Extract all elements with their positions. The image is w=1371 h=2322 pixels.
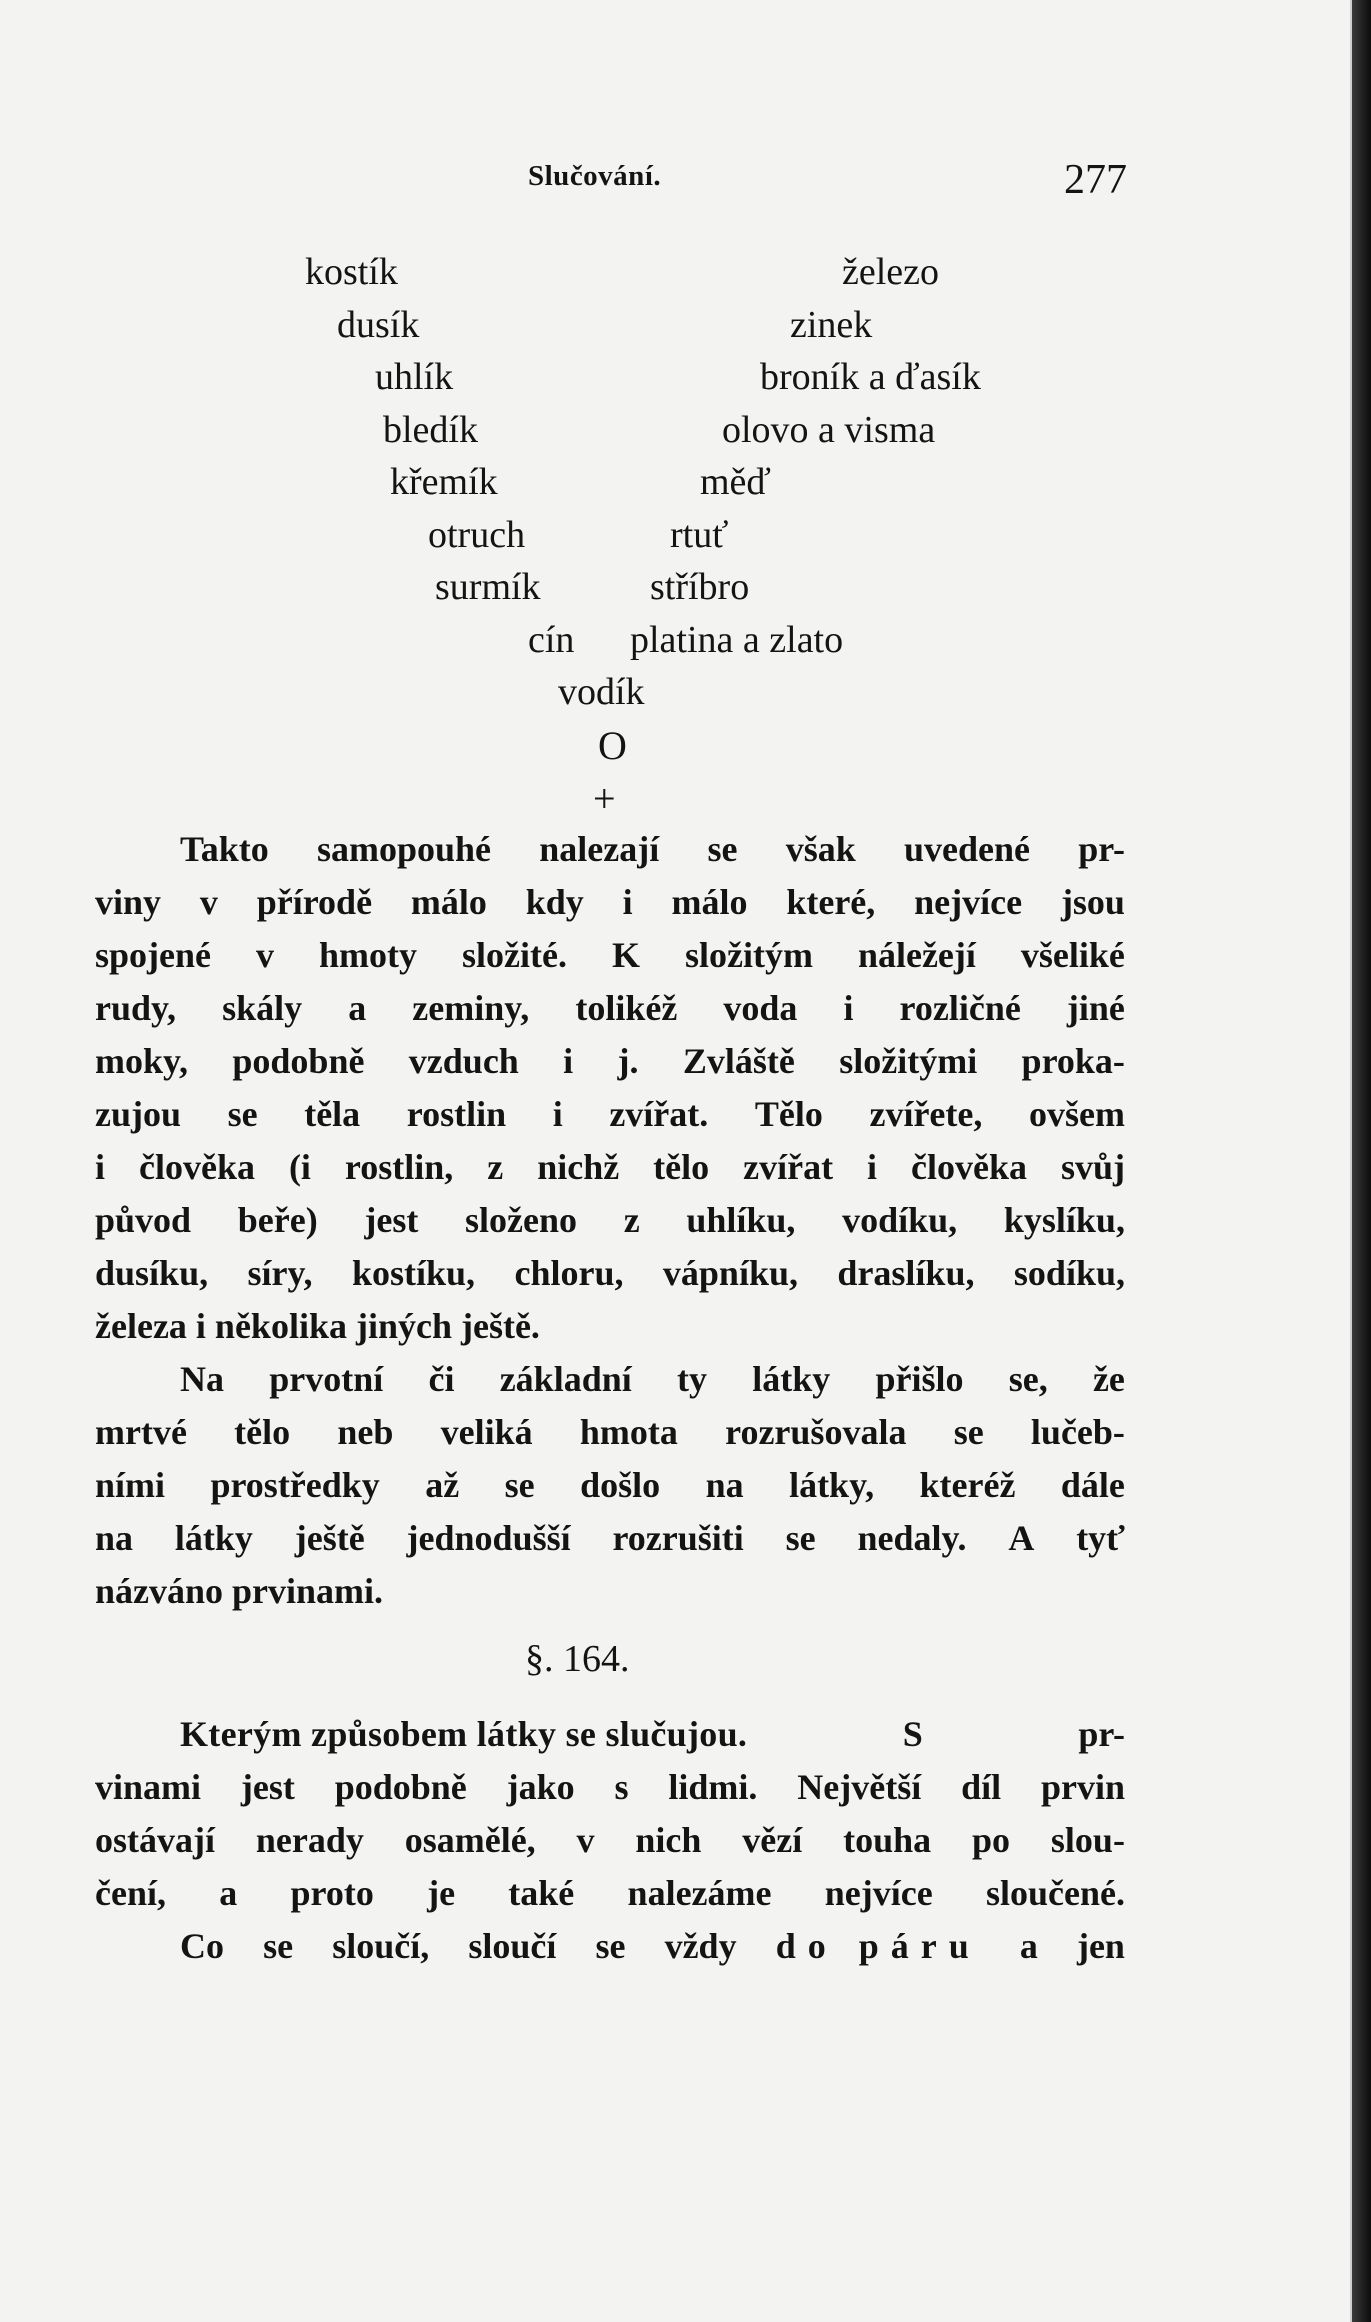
- word: a: [219, 1873, 238, 1913]
- word: lidmi.: [668, 1767, 758, 1807]
- word: a: [348, 988, 367, 1028]
- word: hmoty: [319, 935, 417, 975]
- word: (i: [288, 1147, 311, 1187]
- word: chloru,: [514, 1253, 624, 1293]
- word: jest: [364, 1200, 419, 1240]
- word: po: [972, 1820, 1011, 1860]
- word: se: [953, 1412, 984, 1452]
- word: nejvíce: [914, 882, 1023, 922]
- word: viny: [95, 882, 162, 922]
- word: mrtvé: [95, 1412, 187, 1452]
- word: rozličné: [899, 988, 1021, 1028]
- word: beře): [237, 1200, 318, 1240]
- word: j.: [617, 1041, 639, 1081]
- paragraph-line: [95, 1199, 1125, 1241]
- word: ještě: [294, 1518, 365, 1558]
- word: ty: [676, 1359, 707, 1399]
- word: síry,: [247, 1253, 313, 1293]
- word: spojené: [95, 935, 211, 975]
- paragraph-line: [95, 1093, 1125, 1135]
- word: Takto: [180, 829, 269, 869]
- word: nejvíce: [824, 1873, 933, 1913]
- word: i: [563, 1041, 574, 1081]
- paragraph-line: [95, 1517, 1125, 1559]
- word: skály: [222, 988, 303, 1028]
- word: vzduch: [408, 1041, 519, 1081]
- word: ostávají: [95, 1820, 215, 1860]
- element-left-7: surmík: [435, 566, 541, 608]
- word: nalezáme: [627, 1873, 772, 1913]
- word: rudy,: [95, 988, 177, 1028]
- word: či: [428, 1359, 455, 1399]
- word: kostíku,: [351, 1253, 476, 1293]
- word: S: [902, 1714, 923, 1754]
- word: člověka: [911, 1147, 1027, 1187]
- word: se: [595, 1926, 626, 1966]
- word: látky: [174, 1518, 253, 1558]
- paragraph-line: [95, 1040, 1125, 1082]
- word: Na: [180, 1359, 224, 1399]
- paragraph-line: [95, 1305, 1125, 1347]
- element-right-2: zinek: [790, 304, 873, 346]
- word: nalezají: [539, 829, 660, 869]
- word: kdy: [525, 882, 584, 922]
- word: vinami: [95, 1767, 202, 1807]
- element-left-9: vodík: [558, 671, 645, 713]
- word: nichž: [537, 1147, 620, 1187]
- word: jsou: [1060, 882, 1125, 922]
- oxygen-symbol: O: [598, 723, 627, 768]
- word: pr-: [1078, 1714, 1125, 1754]
- word: látky,: [789, 1465, 875, 1505]
- word: tělo: [234, 1412, 291, 1452]
- word: rostlin,: [344, 1147, 454, 1187]
- word: nich: [635, 1820, 702, 1860]
- word: složeno: [465, 1200, 578, 1240]
- paragraph-line: [95, 1146, 1125, 1188]
- word: přírodě: [256, 882, 373, 922]
- element-left-6: otruch: [428, 514, 526, 556]
- word: osamělé,: [404, 1820, 536, 1860]
- word: i: [843, 988, 854, 1028]
- word: Největší: [797, 1767, 922, 1807]
- word: rostlin: [406, 1094, 507, 1134]
- word: vždy: [664, 1926, 737, 1966]
- element-right-8: platina a zlato: [630, 619, 844, 661]
- word: také: [508, 1873, 575, 1913]
- word: slou-: [1050, 1820, 1125, 1860]
- word: jednodušší: [406, 1518, 571, 1558]
- word: prvotní: [269, 1359, 384, 1399]
- word: tyť: [1076, 1518, 1125, 1558]
- word: svůj: [1060, 1147, 1125, 1187]
- word: názváno prvinami.: [95, 1571, 384, 1611]
- element-left-4: bledík: [383, 409, 478, 451]
- word: dusíku,: [95, 1253, 209, 1293]
- paragraph-line: [95, 1252, 1125, 1294]
- word: uvedené: [904, 829, 1031, 869]
- running-title: Slučování.: [528, 160, 662, 192]
- word: moky,: [95, 1041, 189, 1081]
- word: neb: [337, 1412, 394, 1452]
- plus-symbol: +: [593, 776, 616, 821]
- word: však: [785, 829, 856, 869]
- paragraph-line: [180, 828, 1125, 870]
- word: sloučené.: [985, 1873, 1125, 1913]
- word: na: [705, 1465, 744, 1505]
- word: sloučí,: [332, 1926, 430, 1966]
- element-left-2: dusík: [337, 304, 420, 346]
- word: z: [623, 1200, 640, 1240]
- element-right-5: měď: [700, 461, 771, 503]
- word: lučeb-: [1030, 1412, 1125, 1452]
- word: pr-: [1078, 829, 1125, 869]
- word: člověka: [138, 1147, 255, 1187]
- element-right-7: stříbro: [650, 566, 750, 608]
- element-left-5: křemík: [390, 461, 498, 503]
- word: z: [487, 1147, 504, 1187]
- paragraph-line: [95, 1570, 1125, 1612]
- word: zvířat.: [609, 1094, 709, 1134]
- paragraph-line: [95, 1411, 1125, 1453]
- word: se: [504, 1465, 535, 1505]
- section-first-line: [180, 1713, 1125, 1755]
- section-heading: §. 164.: [525, 1638, 630, 1680]
- section-lead-title: Kterým způsobem látky se slučujou.: [180, 1714, 748, 1754]
- word: v: [576, 1820, 595, 1860]
- word: sodíku,: [1013, 1253, 1125, 1293]
- word: došlo: [580, 1465, 661, 1505]
- word: je: [427, 1873, 456, 1913]
- word: jako: [506, 1767, 575, 1807]
- element-right-6: rtuť: [670, 514, 729, 556]
- word: základní: [499, 1359, 632, 1399]
- paragraph-line: [95, 934, 1125, 976]
- word: zvířat: [743, 1147, 834, 1187]
- element-left-8: cín: [528, 619, 575, 661]
- word: samopouhé: [316, 829, 492, 869]
- word: jest: [240, 1767, 295, 1807]
- word: voda: [723, 988, 798, 1028]
- paragraph-line: [180, 1358, 1125, 1400]
- word: vápníku,: [662, 1253, 798, 1293]
- word: které,: [786, 882, 876, 922]
- word: železa i několika jiných ještě.: [95, 1306, 540, 1346]
- word: dále: [1060, 1465, 1125, 1505]
- spaced-emphasis: do páru: [775, 1926, 981, 1966]
- word: Tělo: [754, 1094, 823, 1134]
- element-left-1: kostík: [305, 251, 398, 293]
- word: Co: [180, 1926, 224, 1966]
- word: kteréž: [919, 1465, 1016, 1505]
- word: i: [622, 882, 633, 922]
- page-edge-shadow: [1352, 0, 1371, 2322]
- word: ními: [95, 1465, 166, 1505]
- paragraph-line: [95, 1766, 1125, 1808]
- element-right-1: železo: [842, 251, 940, 293]
- word: nerady: [255, 1820, 364, 1860]
- word: i: [867, 1147, 878, 1187]
- word: rozrušiti: [612, 1518, 744, 1558]
- word: se: [707, 829, 738, 869]
- word: čení,: [95, 1873, 166, 1913]
- page-number: 277: [1064, 157, 1127, 203]
- word: zeminy,: [412, 988, 530, 1028]
- word: proka-: [1021, 1041, 1125, 1081]
- word: ovšem: [1028, 1094, 1125, 1134]
- word: v: [199, 882, 218, 922]
- word: jen: [1076, 1926, 1125, 1966]
- section-last-line: [180, 1925, 1125, 1967]
- paragraph-line: [95, 1464, 1125, 1506]
- word: i: [552, 1094, 563, 1134]
- paragraph-line: [95, 1819, 1125, 1861]
- word: hmota: [579, 1412, 678, 1452]
- word: prostředky: [210, 1465, 380, 1505]
- word: uhlíku,: [686, 1200, 796, 1240]
- paragraph-line: [95, 881, 1125, 923]
- word: s: [614, 1767, 629, 1807]
- word: všeliké: [1020, 935, 1125, 975]
- word: složitým: [684, 935, 813, 975]
- word: až: [425, 1465, 460, 1505]
- paragraph-line: [95, 987, 1125, 1029]
- element-left-3: uhlík: [375, 356, 454, 398]
- word: málo: [410, 882, 487, 922]
- word: původ: [95, 1200, 192, 1240]
- word: že: [1092, 1359, 1125, 1399]
- word: v: [256, 935, 274, 975]
- word: Zvláště: [682, 1041, 795, 1081]
- element-right-3: broník a ďasík: [760, 356, 981, 398]
- word: kyslíku,: [1003, 1200, 1125, 1240]
- word: se,: [1008, 1359, 1048, 1399]
- word: se: [263, 1926, 294, 1966]
- word: podobně: [334, 1767, 467, 1807]
- word: složitými: [839, 1041, 978, 1081]
- word: K: [611, 935, 640, 975]
- word: látky: [752, 1359, 831, 1399]
- word: vězí: [742, 1820, 803, 1860]
- word: díl: [961, 1767, 1002, 1807]
- element-right-4: olovo a visma: [722, 409, 936, 451]
- word: složité.: [462, 935, 567, 975]
- word: rozrušovala: [725, 1412, 907, 1452]
- word: přišlo: [875, 1359, 964, 1399]
- word: se: [785, 1518, 816, 1558]
- word: veliká: [440, 1412, 533, 1452]
- word: podobně: [232, 1041, 365, 1081]
- word: náležejí: [857, 935, 976, 975]
- word: se: [227, 1094, 258, 1134]
- word: a: [1019, 1926, 1038, 1966]
- word: sloučí: [468, 1926, 557, 1966]
- word: i: [95, 1147, 106, 1187]
- word: draslíku,: [837, 1253, 975, 1293]
- word: tolikéž: [575, 988, 678, 1028]
- paragraph-line: [95, 1872, 1125, 1914]
- word: vodíku,: [842, 1200, 958, 1240]
- word: málo: [671, 882, 748, 922]
- word: na: [95, 1518, 134, 1558]
- word: těla: [304, 1094, 361, 1134]
- word: nedaly.: [857, 1518, 967, 1558]
- word: tělo: [653, 1147, 710, 1187]
- word: A: [1008, 1518, 1035, 1558]
- word: jiné: [1066, 988, 1125, 1028]
- word: touha: [843, 1820, 932, 1860]
- word: proto: [290, 1873, 374, 1913]
- word: prvin: [1040, 1767, 1125, 1807]
- word: zvířete,: [869, 1094, 983, 1134]
- word: zujou: [95, 1094, 182, 1134]
